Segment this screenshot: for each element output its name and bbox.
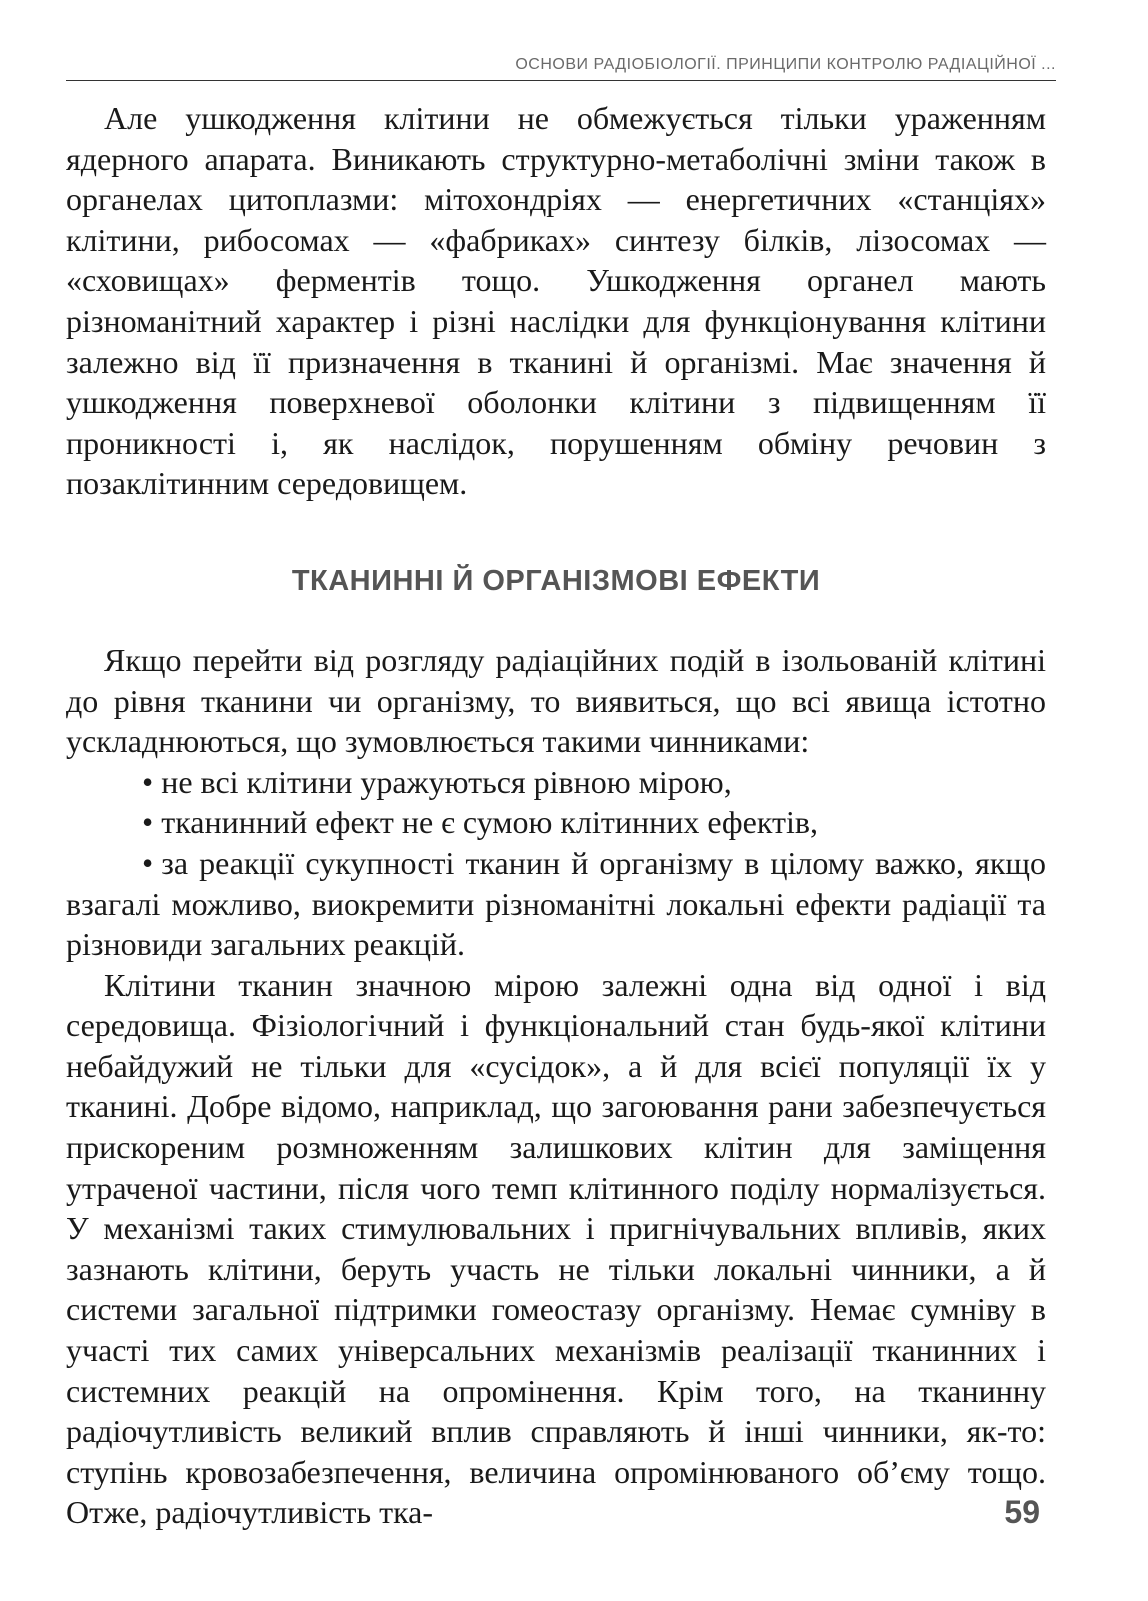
bullet-item-2 (66, 802, 1046, 843)
running-header (66, 50, 1056, 81)
bullet-item-3 (66, 843, 1046, 965)
section-heading: ТКАНИННІ Й ОРГАНІЗМОВІ ЕФЕКТИ (291, 564, 821, 597)
bullet-text-3: за реакції сукупності тканин й організму в цілому важко, якщо взагалі можливо, виокремити різноманітні локальні ефекти радіації та різновиди загальних реакцій. (66, 844, 1046, 963)
paragraph-1: Але ушкодження клітини не обмежується тільки ураженням ядерного апарата. Виникають структурно-метаболічні зміни також в органелах цитоплазми: мітохондріях — енергетичних «станціях» клітини, рибосомах — «фабриках» синтезу білків, лізосомах — «сховищах» ферментів тощо. Ушкодження органел мають різноманітний характер і різні наслідки для функціонування клітини залежно від її призначення в тканині й організмі. Має значення й ушкодження поверхневої оболонки клітини з підвищенням її проникності і, як наслідок, порушенням обміну речовин з позаклітинним середовищем. (66, 100, 1046, 502)
bullet-icon: • (142, 763, 154, 800)
paragraph-2: Якщо перейти від розгляду радіаційних подій в ізольованій клітині до рівня тканини чи організму, то виявиться, що всі явища істотно ускладнюються, що зумовлюється такими чинниками: (66, 641, 1046, 760)
running-title: ОСНОВИ РАДІОБІОЛОГІЇ. ПРИНЦИПИ КОНТРОЛЮ РАДІАЦІЙНОЇ ... (515, 56, 1056, 73)
bullet-list (66, 762, 1046, 965)
page-number: 59 (1004, 1494, 1040, 1530)
paragraph-3: Клітини тканин значною мірою залежні одна від одної і від середовища. Фізіологічний і функціональний стан будь-якої клітини небайдужий не тільки для «сусідок», а й для всієї популяції їх у тканині. Добре відомо, наприклад, що загоювання рани забезпечується прискореним розмноженням залишкових клітин для заміщення утраченої частини, після чого темп клітинного поділу нормалізується. У механізмі таких стимулювальних і пригнічувальних впливів, яких зазнають клітини, беруть участь не тільки локальні чинники, а й системи загальної підтримки гомеостазу організму. Немає сумніву в участі тих самих універсальних механізмів реалізації тканинних і системних реакцій на опромінення. Крім того, на тканинну радіочутливість великий вплив справляють й інші чинники, як-то: ступінь кровозабезпечення, величина опромінюваного об’єму тощо. Отже, радіочутливість тка- (66, 966, 1046, 1531)
page-content (66, 98, 1046, 1533)
bullet-text-2: тканинний ефект не є сумою клітинних ефектів, (161, 804, 818, 841)
bullet-icon: • (142, 844, 154, 881)
bullet-text-1: не всі клітини уражуються рівною мірою, (161, 763, 732, 800)
bullet-icon: • (142, 804, 154, 841)
bullet-item-1 (66, 762, 1046, 803)
